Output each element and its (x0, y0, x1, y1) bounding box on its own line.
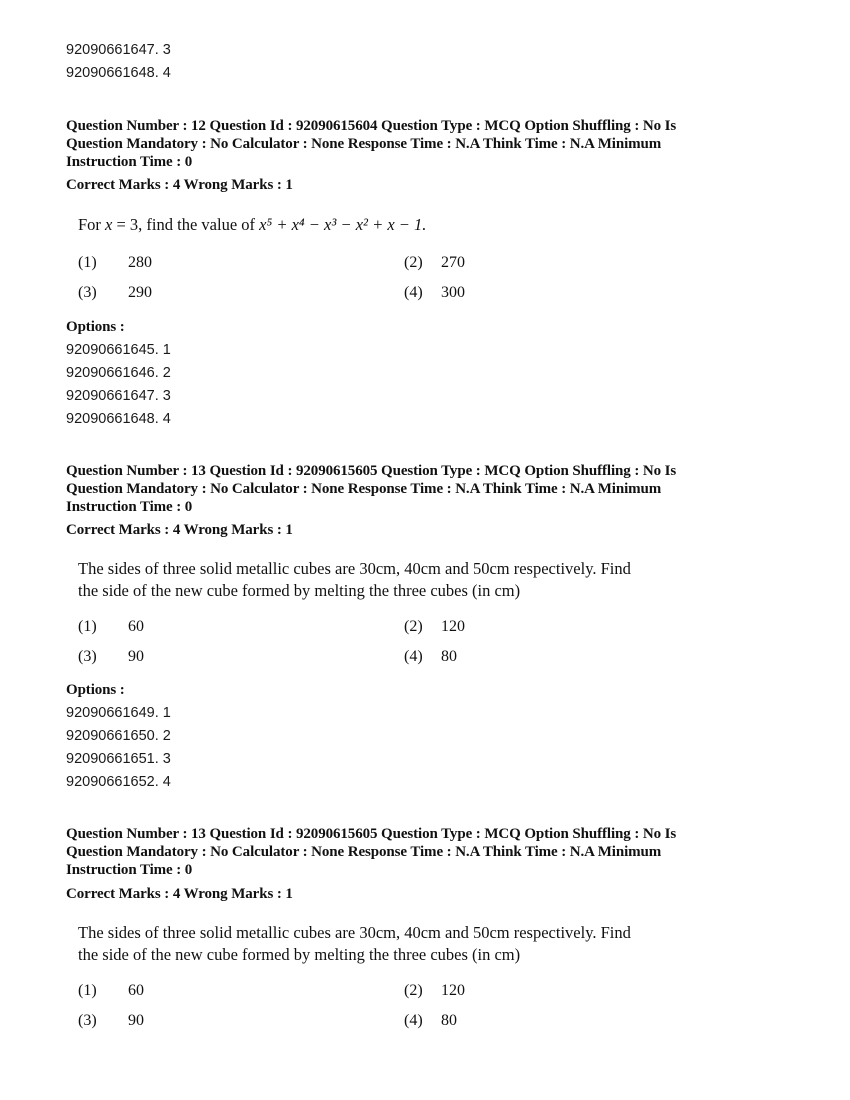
option-id-line: 92090661647. 3 (66, 388, 171, 404)
choice-value: 270 (441, 254, 465, 271)
options-label: Options : (66, 682, 125, 698)
option-id-line: 92090661650. 2 (66, 728, 171, 744)
options-label: Options : (66, 319, 125, 335)
question-header: Instruction Time : 0 (66, 154, 193, 170)
option-id-line: 92090661651. 3 (66, 751, 171, 767)
choice-1 (78, 617, 144, 637)
option-id-line: 92090661652. 4 (66, 774, 171, 790)
choice-value: 300 (441, 284, 465, 301)
choice-number: (1) (78, 254, 97, 271)
choice-number: (3) (78, 284, 97, 301)
question-text-mid: = 3, find the value of (112, 215, 260, 234)
choice-value: 120 (441, 982, 465, 999)
choice-number: (2) (404, 254, 423, 271)
choice-value: 60 (128, 982, 144, 999)
question-header: Question Mandatory : No Calculator : None Response Time : N.A Think Time : N.A Minimum (66, 136, 662, 152)
choice-4 (404, 1011, 457, 1031)
choice-3 (78, 1011, 144, 1031)
option-id-line: 92090661648. 4 (66, 411, 171, 427)
question-header: Question Number : 12 Question Id : 92090615604 Question Type : MCQ Option Shuffling : No Is (66, 118, 677, 134)
choice-1 (78, 253, 152, 273)
choice-number: (1) (78, 618, 97, 635)
choice-2 (404, 253, 465, 273)
choice-value: 90 (128, 1012, 144, 1029)
choice-2 (404, 617, 465, 637)
choice-3 (78, 283, 152, 303)
question-text: the side of the new cube formed by melting the three cubes (in cm) (78, 581, 521, 600)
option-id-line: 92090661647. 3 (66, 42, 171, 58)
choice-4 (404, 283, 465, 303)
question-text: the side of the new cube formed by melting the three cubes (in cm) (78, 945, 521, 964)
question-header: Question Mandatory : No Calculator : None Response Time : N.A Think Time : N.A Minimum (66, 844, 662, 860)
choice-number: (1) (78, 982, 97, 999)
marks-line: Correct Marks : 4 Wrong Marks : 1 (66, 522, 293, 538)
choice-number: (3) (78, 1012, 97, 1029)
choice-value: 60 (128, 618, 144, 635)
marks-line: Correct Marks : 4 Wrong Marks : 1 (66, 177, 293, 193)
option-id-line: 92090661646. 2 (66, 365, 171, 381)
choice-number: (4) (404, 1012, 423, 1029)
choice-value: 290 (128, 284, 152, 301)
question-text: The sides of three solid metallic cubes are 30cm, 40cm and 50cm respectively. Find (78, 923, 631, 942)
choice-value: 80 (441, 648, 457, 665)
question-header: Question Number : 13 Question Id : 92090615605 Question Type : MCQ Option Shuffling : No Is (66, 463, 677, 479)
choice-value: 280 (128, 254, 152, 271)
choice-value: 120 (441, 618, 465, 635)
question-text-prefix: For (78, 215, 106, 234)
question-header: Question Mandatory : No Calculator : None Response Time : N.A Think Time : N.A Minimum (66, 481, 662, 497)
question-text (78, 214, 426, 236)
choice-number: (4) (404, 648, 423, 665)
question-header: Instruction Time : 0 (66, 862, 193, 878)
math-expression: x⁵ + x⁴ − x³ − x² + x − 1. (259, 215, 427, 234)
choice-number: (2) (404, 618, 423, 635)
marks-line: Correct Marks : 4 Wrong Marks : 1 (66, 886, 293, 902)
question-header: Instruction Time : 0 (66, 499, 193, 515)
choice-number: (3) (78, 648, 97, 665)
choice-number: (4) (404, 284, 423, 301)
choice-1 (78, 981, 144, 1001)
option-id-line: 92090661648. 4 (66, 65, 171, 81)
option-id-line: 92090661649. 1 (66, 705, 171, 721)
option-id-line: 92090661645. 1 (66, 342, 171, 358)
choice-number: (2) (404, 982, 423, 999)
question-variable: x (105, 215, 113, 234)
question-header: Question Number : 13 Question Id : 92090615605 Question Type : MCQ Option Shuffling : No Is (66, 826, 677, 842)
choice-3 (78, 647, 144, 667)
choice-value: 90 (128, 648, 144, 665)
question-text: The sides of three solid metallic cubes are 30cm, 40cm and 50cm respectively. Find (78, 559, 631, 578)
choice-4 (404, 647, 457, 667)
choice-value: 80 (441, 1012, 457, 1029)
choice-2 (404, 981, 465, 1001)
